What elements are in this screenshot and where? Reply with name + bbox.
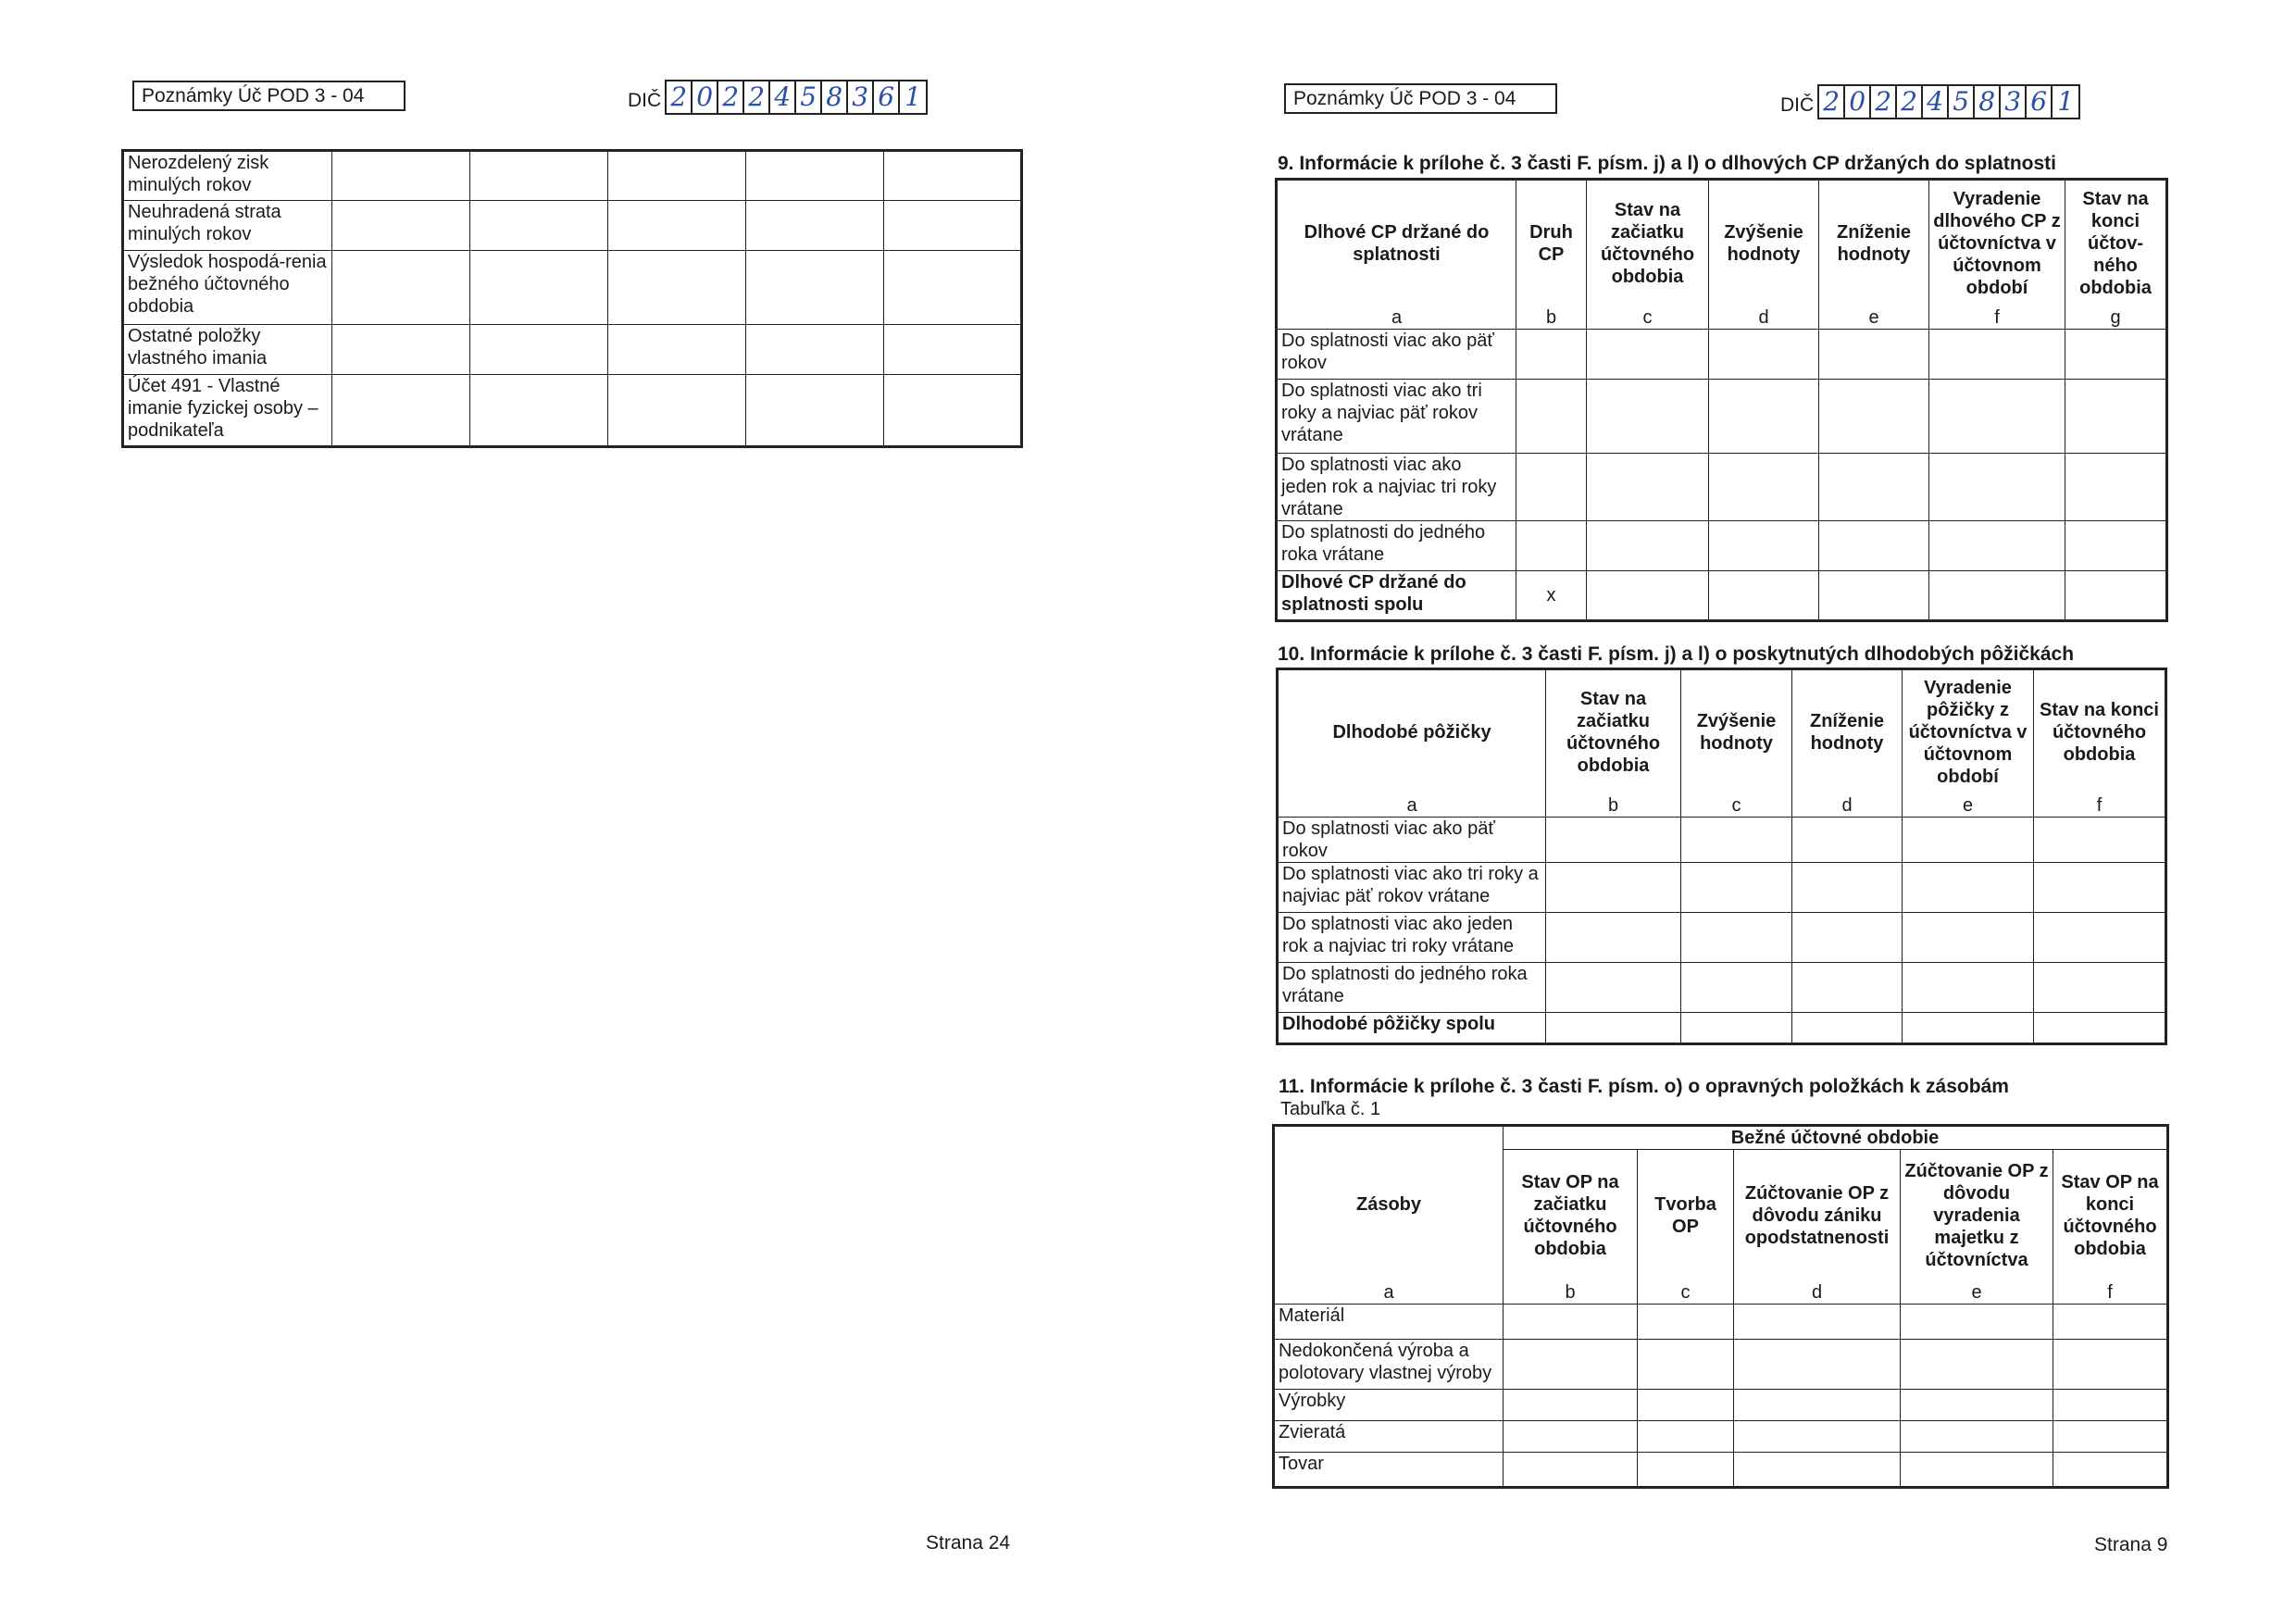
column-header-wrap (1520, 181, 1582, 329)
column-header-wrap (1685, 670, 1788, 817)
empty-cell[interactable] (1504, 1390, 1638, 1421)
empty-cell[interactable] (1546, 963, 1681, 1013)
column-header-wrap (1641, 1151, 1729, 1304)
dic-digit: 6 (2027, 86, 2053, 118)
column-header (1587, 180, 1709, 330)
table-row (1277, 571, 2167, 621)
empty-cell[interactable] (884, 151, 1022, 201)
empty-cell[interactable] (1734, 1340, 1901, 1390)
empty-cell[interactable] (1792, 818, 1903, 863)
empty-cell[interactable] (1587, 521, 1709, 571)
column-header-wrap (1738, 1151, 1896, 1304)
dic-digit: 1 (2057, 86, 2075, 117)
row-label: Dlhové CP držané do splatnosti spolu (1277, 571, 1516, 621)
empty-cell[interactable] (1709, 330, 1819, 380)
empty-cell[interactable] (2053, 1421, 2168, 1453)
column-letter: a (1383, 1282, 1394, 1303)
column-letter: e (1971, 1281, 1982, 1303)
table-row (1278, 818, 2166, 863)
row-label: Ostatné položky vlastného imania (123, 325, 332, 375)
empty-cell[interactable] (332, 151, 470, 201)
row-label: Nedokončená výroba a polotovary vlastnej výroby (1274, 1340, 1504, 1390)
empty-cell[interactable] (884, 375, 1022, 447)
row-label: Do splatnosti viac ako päť rokov (1278, 818, 1546, 863)
table-row (1274, 1340, 2168, 1390)
section11-subtitle: Tabuľka č. 1 (1280, 1099, 1381, 1119)
empty-cell[interactable] (1504, 1421, 1638, 1453)
column-letter: c (1731, 795, 1741, 816)
row-label: Nerozdelený zisk minulých rokov (123, 151, 332, 201)
column-header (1819, 180, 1929, 330)
column-header (2065, 180, 2167, 330)
dic-digit: 5 (1949, 86, 1975, 118)
table-row (1274, 1421, 2168, 1453)
dic-digit: 2 (744, 81, 770, 113)
column-header-wrap (1904, 1151, 2049, 1304)
column-header (1709, 180, 1819, 330)
table-row (1278, 913, 2166, 963)
column-header (1903, 669, 2034, 818)
empty-cell[interactable] (1929, 521, 2065, 571)
table-row (123, 375, 1022, 447)
column-header (1546, 669, 1681, 818)
section9-title: 9. Informácie k prílohe č. 3 časti F. písm. j) a l) o dlhových CP držaných do splatnosti (1278, 153, 2056, 174)
empty-cell[interactable] (608, 251, 746, 325)
column-header-text: Dlhové CP držané do splatnosti (1304, 222, 1490, 265)
empty-cell[interactable] (1792, 1013, 1903, 1044)
empty-cell[interactable] (1903, 963, 2034, 1013)
page-number: Strana 9 (2094, 1534, 2168, 1555)
empty-cell[interactable] (1901, 1340, 2053, 1390)
empty-cell[interactable] (1819, 380, 1929, 454)
dic-digit: 2 (1871, 86, 1897, 118)
column-header (1792, 669, 1903, 818)
empty-cell[interactable] (2065, 330, 2167, 380)
dic-boxes (665, 80, 928, 115)
column-header-text: Stav na začiatku účtovného obdobia (1566, 689, 1661, 776)
empty-cell[interactable] (470, 201, 608, 251)
column-header-wrap (2057, 1151, 2163, 1304)
empty-cell[interactable] (746, 325, 884, 375)
empty-cell[interactable] (2065, 454, 2167, 521)
dic-digit: 0 (693, 81, 718, 113)
column-header-text: Tvorba OP (1654, 1194, 1716, 1238)
empty-cell[interactable] (2053, 1305, 2168, 1340)
column-letter: a (1406, 795, 1417, 816)
row-label: Do splatnosti viac ako jeden rok a najviac tri roky vrátane (1278, 913, 1546, 963)
column-letter: f (2107, 1281, 2113, 1303)
empty-cell[interactable] (1546, 1013, 1681, 1044)
column-header (1277, 180, 1516, 330)
empty-cell[interactable] (2053, 1390, 2168, 1421)
empty-cell[interactable] (470, 375, 608, 447)
dic-digit: 8 (822, 81, 848, 113)
empty-cell[interactable] (2065, 571, 2167, 621)
dic-field (1780, 86, 2080, 119)
column-header-text: Stav na začiatku účtovného obdobia (1600, 200, 1695, 287)
column-letter: e (1868, 307, 1879, 328)
dic-digit: 3 (848, 81, 874, 113)
empty-cell[interactable] (2053, 1340, 2168, 1390)
empty-cell[interactable] (1638, 1340, 1734, 1390)
empty-cell[interactable] (332, 325, 470, 375)
column-header (1504, 1150, 1638, 1305)
empty-cell[interactable] (1929, 454, 2065, 521)
empty-cell[interactable] (746, 201, 884, 251)
group-header: Bežné účtovné obdobie (1504, 1126, 2168, 1150)
empty-cell[interactable] (332, 375, 470, 447)
empty-cell[interactable] (608, 201, 746, 251)
dic-digit: 4 (770, 81, 796, 113)
section10-title: 10. Informácie k prílohe č. 3 časti F. písm. j) a l) o poskytnutých dlhodobých pôžičkách (1278, 643, 2075, 665)
column-header (1929, 180, 2065, 330)
druh-cp-cell[interactable] (1516, 521, 1587, 571)
row-label: Účet 491 - Vlastné imanie fyzickej osoby – podnikateľa (123, 375, 332, 447)
empty-cell[interactable] (608, 151, 746, 201)
dic-boxes (1817, 84, 2080, 119)
column-letter: b (1565, 1281, 1576, 1303)
dic-digit: 2 (1819, 86, 1845, 118)
form-label-box (1284, 83, 1557, 114)
empty-cell[interactable] (1792, 963, 1903, 1013)
empty-cell[interactable] (2053, 1453, 2168, 1488)
empty-cell[interactable] (1709, 521, 1819, 571)
druh-cp-cell[interactable] (1516, 380, 1587, 454)
table-row (123, 201, 1022, 251)
row-label: Zvieratá (1274, 1421, 1504, 1453)
section9-table (1275, 178, 2168, 622)
column-letter: a (1391, 307, 1403, 328)
table-row (1277, 330, 2167, 380)
empty-cell[interactable] (470, 325, 608, 375)
dic-field (628, 81, 928, 115)
table-row (1274, 1453, 2168, 1488)
empty-cell[interactable] (884, 325, 1022, 375)
empty-cell[interactable] (1504, 1453, 1638, 1488)
column-header-text: Stav na konci účtov-ného obdobia (2079, 189, 2152, 298)
empty-cell[interactable] (1546, 913, 1681, 963)
section11-title: 11. Informácie k prílohe č. 3 časti F. písm. o) o opravných položkách k zásobám (1279, 1076, 2009, 1097)
column-header (1274, 1126, 1504, 1305)
table-row (1278, 1013, 2166, 1044)
dic-digit: 1 (905, 81, 922, 112)
empty-cell[interactable] (884, 201, 1022, 251)
empty-cell[interactable] (1546, 818, 1681, 863)
column-header (1278, 669, 1546, 818)
empty-cell[interactable] (332, 251, 470, 325)
empty-cell[interactable] (1681, 963, 1792, 1013)
empty-cell[interactable] (1903, 913, 2034, 963)
column-header-wrap (1933, 181, 2061, 329)
empty-cell[interactable] (1929, 380, 2065, 454)
column-header-wrap (1713, 181, 1815, 329)
empty-cell[interactable] (1792, 863, 1903, 913)
empty-cell[interactable] (1734, 1453, 1901, 1488)
empty-cell[interactable] (1903, 1013, 2034, 1044)
empty-cell[interactable] (2034, 913, 2166, 963)
empty-cell[interactable] (1709, 571, 1819, 621)
druh-cp-cell[interactable] (1516, 330, 1587, 380)
row-label: Do splatnosti viac ako jeden rok a najviac tri roky vrátane (1277, 454, 1516, 521)
column-header (1901, 1150, 2053, 1305)
right-page (1148, 0, 2296, 1623)
empty-cell[interactable] (1734, 1305, 1901, 1340)
empty-cell[interactable] (1901, 1390, 2053, 1421)
column-header-wrap (1823, 181, 1925, 329)
empty-cell[interactable] (746, 375, 884, 447)
column-header-wrap (1279, 1127, 1499, 1304)
druh-cp-cell[interactable] (1516, 454, 1587, 521)
empty-cell[interactable] (1819, 571, 1929, 621)
column-header (1681, 669, 1792, 818)
empty-cell[interactable] (1681, 863, 1792, 913)
table-row (1277, 454, 2167, 521)
column-header (2053, 1150, 2168, 1305)
empty-cell[interactable] (1587, 330, 1709, 380)
dic-digit: 3 (2001, 86, 2027, 118)
column-header-text: Druh CP (1529, 222, 1573, 265)
column-letter: d (1758, 307, 1769, 328)
table-row (1274, 1305, 2168, 1340)
empty-cell[interactable] (1587, 454, 1709, 521)
column-header-text: Dlhodobé pôžičky (1332, 722, 1491, 743)
column-letter: f (1994, 307, 2000, 328)
empty-cell[interactable] (608, 325, 746, 375)
empty-cell[interactable] (1734, 1390, 1901, 1421)
empty-cell[interactable] (1929, 571, 2065, 621)
empty-cell[interactable] (2034, 1013, 2166, 1044)
empty-cell[interactable] (746, 151, 884, 201)
empty-cell[interactable] (884, 251, 1022, 325)
table-row (123, 151, 1022, 201)
column-letter: c (1642, 307, 1653, 328)
empty-cell[interactable] (332, 201, 470, 251)
empty-cell[interactable] (1709, 380, 1819, 454)
empty-cell[interactable] (1901, 1421, 2053, 1453)
empty-cell[interactable] (1903, 863, 2034, 913)
column-header-wrap (1281, 181, 1512, 329)
empty-cell[interactable] (2034, 963, 2166, 1013)
empty-cell[interactable] (1901, 1453, 2053, 1488)
table-row (1274, 1390, 2168, 1421)
dic-digit: 5 (796, 81, 822, 113)
column-header-wrap (1591, 181, 1704, 329)
empty-cell[interactable] (1681, 818, 1792, 863)
column-header (1516, 180, 1587, 330)
section11-table (1272, 1124, 2169, 1489)
row-label: Výsledok hospodá-renia bežného účtovného obdobia (123, 251, 332, 325)
row-label: Do splatnosti viac ako tri roky a najviac päť rokov vrátane (1277, 380, 1516, 454)
form-label: Poznámky Úč POD 3 - 04 (142, 85, 365, 106)
row-label: Do splatnosti viac ako päť rokov (1277, 330, 1516, 380)
table-row (1278, 963, 2166, 1013)
column-header-text: Stav OP na začiatku účtovného obdobia (1521, 1172, 1619, 1260)
column-header-text: Stav na konci účtovného obdobia (2040, 700, 2159, 765)
empty-cell[interactable] (1504, 1340, 1638, 1390)
empty-cell[interactable] (1638, 1421, 1734, 1453)
dic-digit: 0 (1845, 86, 1871, 118)
row-label: Výrobky (1274, 1390, 1504, 1421)
section10-table (1276, 668, 2167, 1045)
row-label: Do splatnosti viac ako tri roky a najviac päť rokov vrátane (1278, 863, 1546, 913)
empty-cell[interactable] (1681, 913, 1792, 963)
row-label: Do splatnosti do jedného roka vrátane (1278, 963, 1546, 1013)
column-header-text: Zníženie hodnoty (1809, 711, 1884, 754)
empty-cell[interactable] (1504, 1305, 1638, 1340)
equity-table (121, 149, 1023, 448)
column-header-text: Zúčtovanie OP z dôvodu vyradenia majetku z účtovníctva (1904, 1161, 2049, 1271)
empty-cell[interactable] (746, 251, 884, 325)
column-letter: e (1962, 795, 1974, 816)
form-label-box (132, 81, 406, 111)
dic-digit: 6 (874, 81, 900, 113)
column-letter: d (1811, 1281, 1823, 1303)
column-letter: g (2110, 307, 2121, 328)
dic-label: DIČ (1780, 94, 1815, 116)
empty-cell[interactable] (1903, 818, 2034, 863)
empty-cell[interactable] (1709, 454, 1819, 521)
druh-cp-cell[interactable]: x (1516, 571, 1587, 621)
column-letter: f (2096, 795, 2103, 816)
empty-cell[interactable] (1638, 1390, 1734, 1421)
column-header-wrap (1550, 670, 1677, 817)
table-row (1278, 863, 2166, 913)
empty-cell[interactable] (470, 151, 608, 201)
dic-digit: 8 (1975, 86, 2001, 118)
empty-cell[interactable] (608, 375, 746, 447)
column-header-text: Zúčtovanie OP z dôvodu zániku opodstatnenosti (1744, 1183, 1890, 1249)
column-header-wrap (2069, 181, 2162, 329)
column-header-wrap (1796, 670, 1898, 817)
column-header (1638, 1150, 1734, 1305)
empty-cell[interactable] (1638, 1305, 1734, 1340)
row-label: Tovar (1274, 1453, 1504, 1488)
form-label: Poznámky Úč POD 3 - 04 (1293, 88, 1516, 109)
dic-digit: 2 (667, 81, 693, 113)
column-header-text: Zásoby (1355, 1193, 1422, 1215)
row-label: Neuhradená strata minulých rokov (123, 201, 332, 251)
empty-cell[interactable] (2034, 863, 2166, 913)
dic-label: DIČ (628, 90, 662, 111)
empty-cell[interactable] (1819, 521, 1929, 571)
column-header-text: Vyradenie dlhového CP z účtovníctva v účtovnom období (1933, 189, 2061, 298)
column-header-text: Stav OP na konci účtovného obdobia (2061, 1172, 2159, 1260)
table-row (123, 251, 1022, 325)
column-header-text: Zvýšenie hodnoty (1696, 711, 1777, 754)
empty-cell[interactable] (1819, 330, 1929, 380)
dic-digit: 2 (1897, 86, 1923, 118)
row-label: Dlhodobé pôžičky spolu (1278, 1013, 1546, 1044)
empty-cell[interactable] (2065, 380, 2167, 454)
column-header-text: Vyradenie pôžičky z účtovníctva v účtovnom období (1908, 678, 2028, 787)
table-row (1277, 521, 2167, 571)
column-header-wrap (1906, 670, 2029, 817)
column-letter: d (1841, 795, 1853, 816)
column-header-wrap (1282, 670, 1541, 817)
page-number: Strana 24 (926, 1532, 1011, 1554)
dic-digit: 2 (718, 81, 744, 113)
empty-cell[interactable] (1734, 1421, 1901, 1453)
table-row (123, 325, 1022, 375)
empty-cell[interactable] (1638, 1453, 1734, 1488)
column-letter: b (1607, 795, 1619, 816)
column-header-text: Zníženie hodnoty (1836, 222, 1911, 265)
empty-cell[interactable] (470, 251, 608, 325)
empty-cell[interactable] (1901, 1305, 2053, 1340)
empty-cell[interactable] (1929, 330, 2065, 380)
table-row (1277, 380, 2167, 454)
empty-cell[interactable] (2034, 818, 2166, 863)
empty-cell[interactable] (1587, 380, 1709, 454)
column-header (2034, 669, 2166, 818)
empty-cell[interactable] (1587, 571, 1709, 621)
empty-cell[interactable] (1819, 454, 1929, 521)
column-header (1734, 1150, 1901, 1305)
column-letter: b (1545, 307, 1557, 328)
column-header-wrap (2038, 670, 2161, 817)
row-label: Do splatnosti do jedného roka vrátane (1277, 521, 1516, 571)
row-label: Materiál (1274, 1305, 1504, 1340)
empty-cell[interactable] (1546, 863, 1681, 913)
empty-cell[interactable] (1681, 1013, 1792, 1044)
empty-cell[interactable] (2065, 521, 2167, 571)
dic-digit: 4 (1923, 86, 1949, 118)
column-header-wrap (1507, 1151, 1633, 1304)
column-letter: c (1680, 1281, 1691, 1303)
column-header-text: Zvýšenie hodnoty (1724, 222, 1803, 265)
empty-cell[interactable] (1792, 913, 1903, 963)
